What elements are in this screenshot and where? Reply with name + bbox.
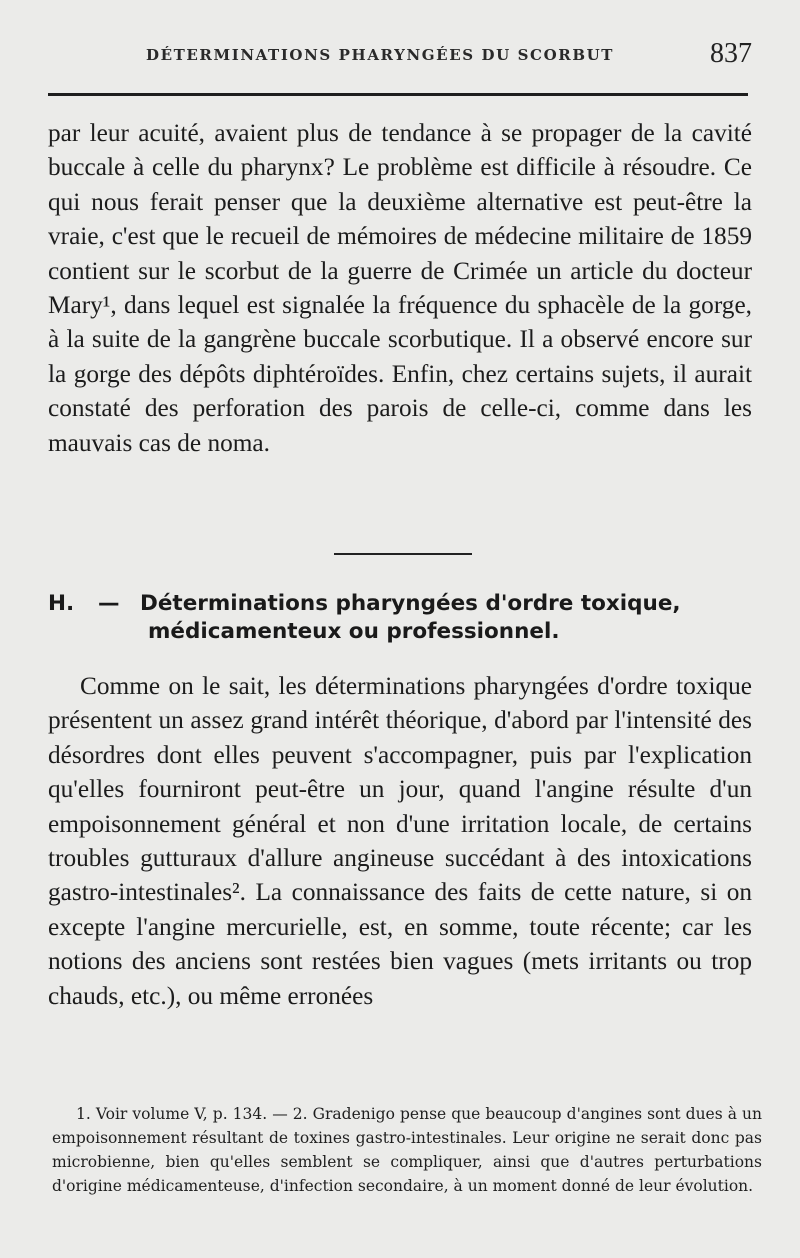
running-title: DÉTERMINATIONS PHARYNGÉES DU SCORBUT (146, 46, 615, 64)
section-letter: H. (48, 591, 75, 616)
section-2-body (48, 669, 752, 1013)
page-number: 837 (710, 38, 752, 69)
footnotes (52, 1102, 762, 1198)
section-separator (334, 553, 472, 555)
section-heading-line-1: Déterminations pharyngées d'ordre toxique, (140, 591, 681, 616)
section-1-body (48, 116, 752, 460)
footnote-text: 1. Voir volume V, p. 134. — 2. Gradenigo pense que beaucoup d'angines sont dues à un empoisonnement résultant de toxines gastro-intestinales. Leur origine ne serait donc pas microbienne, bien qu'elles semblent se compliquer, ainsi que d'autres perturbations d'origine médicamenteuse, d'infection secondaire, à un moment donné de leur évolution. (52, 1105, 762, 1195)
paragraph-toxic-determinations: Comme on le sait, les déterminations pharyngées d'ordre toxique présentent un assez grand intérêt théorique, d'abord par l'intensité des désordres dont elles peuvent s'accompagner, puis par l'explication qu'elles fourniront peut-être un jour, quand l'angine résulte d'un empoisonnement général et non d'une irritation locale, de certains troubles gutturaux d'allure angineuse succédant à des intoxications gastro-intestinales². La connaissance des faits de cette nature, si on excepte l'angine mercurielle, est, en somme, toute récente; car les notions des anciens sont restées bien vagues (mets irritants ou trop chauds, etc.), ou même erronées (48, 672, 752, 1010)
section-dash: — (98, 591, 120, 616)
header-rule (48, 93, 748, 96)
paragraph-scurvy-conclusion: par leur acuité, avaient plus de tendance à se propager de la cavité buccale à celle du pharynx? Le problème est difficile à résoudre. Ce qui nous ferait penser que la deuxième alternative est peut-être la vraie, c'est que le recueil de mémoires de médecine militaire de 1859 contient sur le scorbut de la guerre de Crimée un article du docteur Mary¹, dans lequel est signalée la fréquence du sphacèle de la gorge, à la suite de la gangrène buccale scorbutique. Il a observé encore sur la gorge des dépôts diphtéroïdes. Enfin, chez certains sujets, il aurait constaté des perforation des parois de celle-ci, comme dans les mauvais cas de noma. (48, 119, 752, 457)
section-heading-h (48, 590, 758, 646)
running-head (48, 38, 752, 78)
section-heading-line-2: médicamenteux ou professionnel. (148, 619, 560, 644)
